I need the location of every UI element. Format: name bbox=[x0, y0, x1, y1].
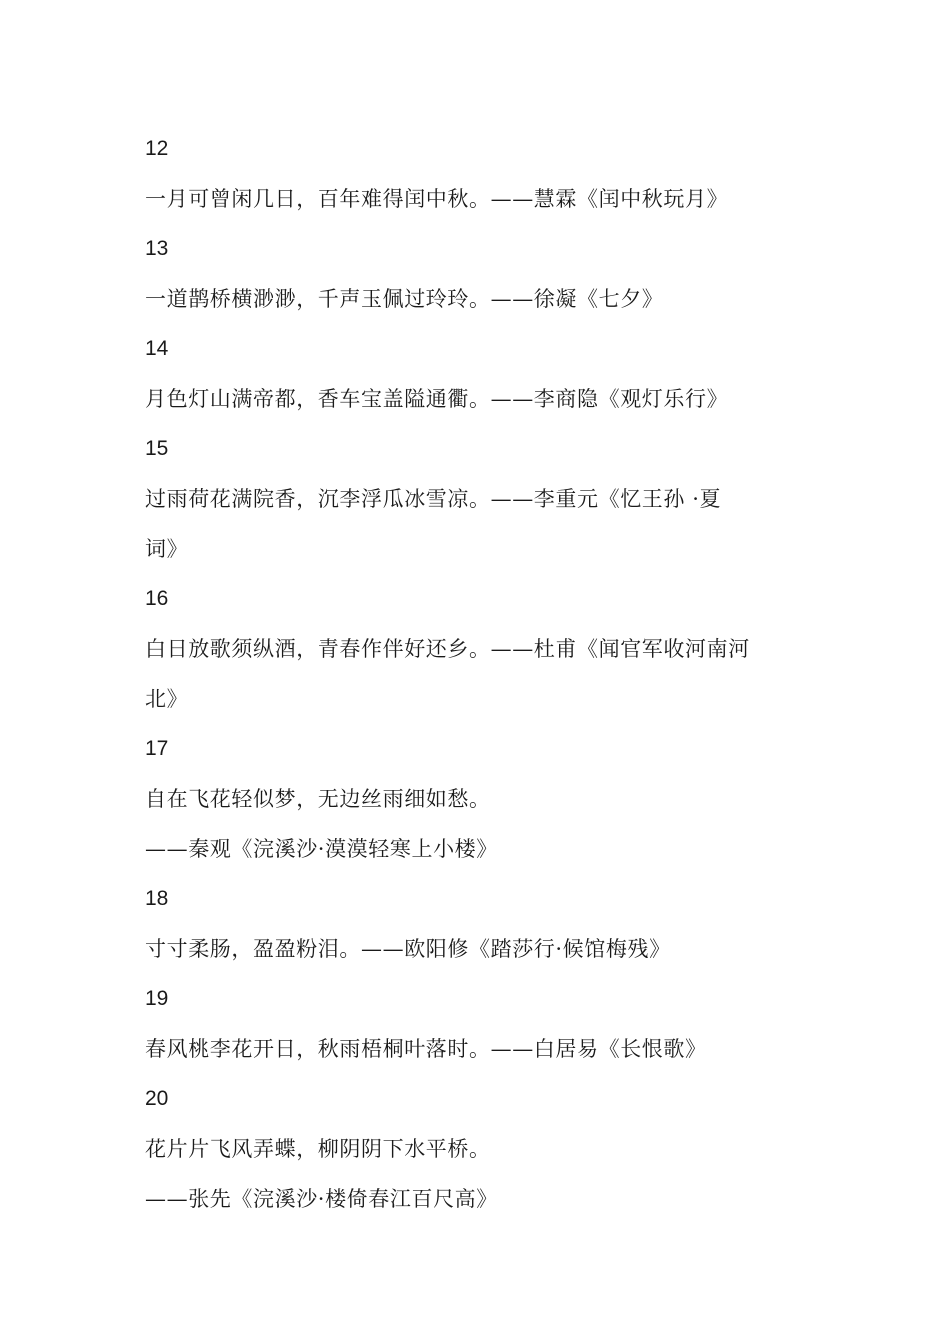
entry-15 bbox=[145, 424, 815, 574]
entry-number: 17 bbox=[145, 737, 169, 760]
entry-14 bbox=[145, 324, 815, 424]
entry-number: 18 bbox=[145, 887, 169, 910]
poem-line-continuation: 北》 bbox=[145, 687, 189, 711]
poem-line: 一月可曾闲几日，百年难得闰中秋。——慧霖《闰中秋玩月》 bbox=[145, 187, 729, 211]
poem-line: 过雨荷花满院香，沉李浮瓜冰雪凉。——李重元《忆王孙 ·夏 bbox=[145, 487, 722, 511]
entry-number: 14 bbox=[145, 337, 169, 360]
poem-line: 月色灯山满帝都，香车宝盖隘通衢。——李商隐《观灯乐行》 bbox=[145, 387, 729, 411]
entry-number: 16 bbox=[145, 587, 169, 610]
poem-line-continuation: 词》 bbox=[145, 537, 189, 561]
entry-number: 20 bbox=[145, 1087, 169, 1110]
poem-line: 寸寸柔肠，盈盈粉泪。——欧阳修《踏莎行·候馆梅残》 bbox=[145, 937, 671, 961]
entry-17 bbox=[145, 724, 815, 874]
entry-13 bbox=[145, 224, 815, 324]
poem-line: 一道鹊桥横渺渺，千声玉佩过玲玲。——徐凝《七夕》 bbox=[145, 287, 664, 311]
entry-18 bbox=[145, 874, 815, 974]
entry-16 bbox=[145, 574, 815, 724]
entry-number: 12 bbox=[145, 137, 169, 160]
poem-attribution: ——秦观《浣溪沙·漠漠轻寒上小楼》 bbox=[145, 837, 498, 861]
entry-number: 19 bbox=[145, 987, 169, 1010]
poem-line: 白日放歌须纵酒，青春作伴好还乡。——杜甫《闻官军收河南河 bbox=[145, 637, 750, 661]
poem-line: 花片片飞风弄蝶，柳阴阴下水平桥。 bbox=[145, 1137, 491, 1161]
entry-number: 15 bbox=[145, 437, 169, 460]
entry-12 bbox=[145, 124, 815, 224]
document-page bbox=[145, 124, 815, 1224]
poem-attribution: ——张先《浣溪沙·楼倚春江百尺高》 bbox=[145, 1187, 498, 1211]
entry-number: 13 bbox=[145, 237, 169, 260]
poem-line: 自在飞花轻似梦，无边丝雨细如愁。 bbox=[145, 787, 491, 811]
poem-line: 春风桃李花开日，秋雨梧桐叶落时。——白居易《长恨歌》 bbox=[145, 1037, 707, 1061]
entry-19 bbox=[145, 974, 815, 1074]
entry-20 bbox=[145, 1074, 815, 1224]
